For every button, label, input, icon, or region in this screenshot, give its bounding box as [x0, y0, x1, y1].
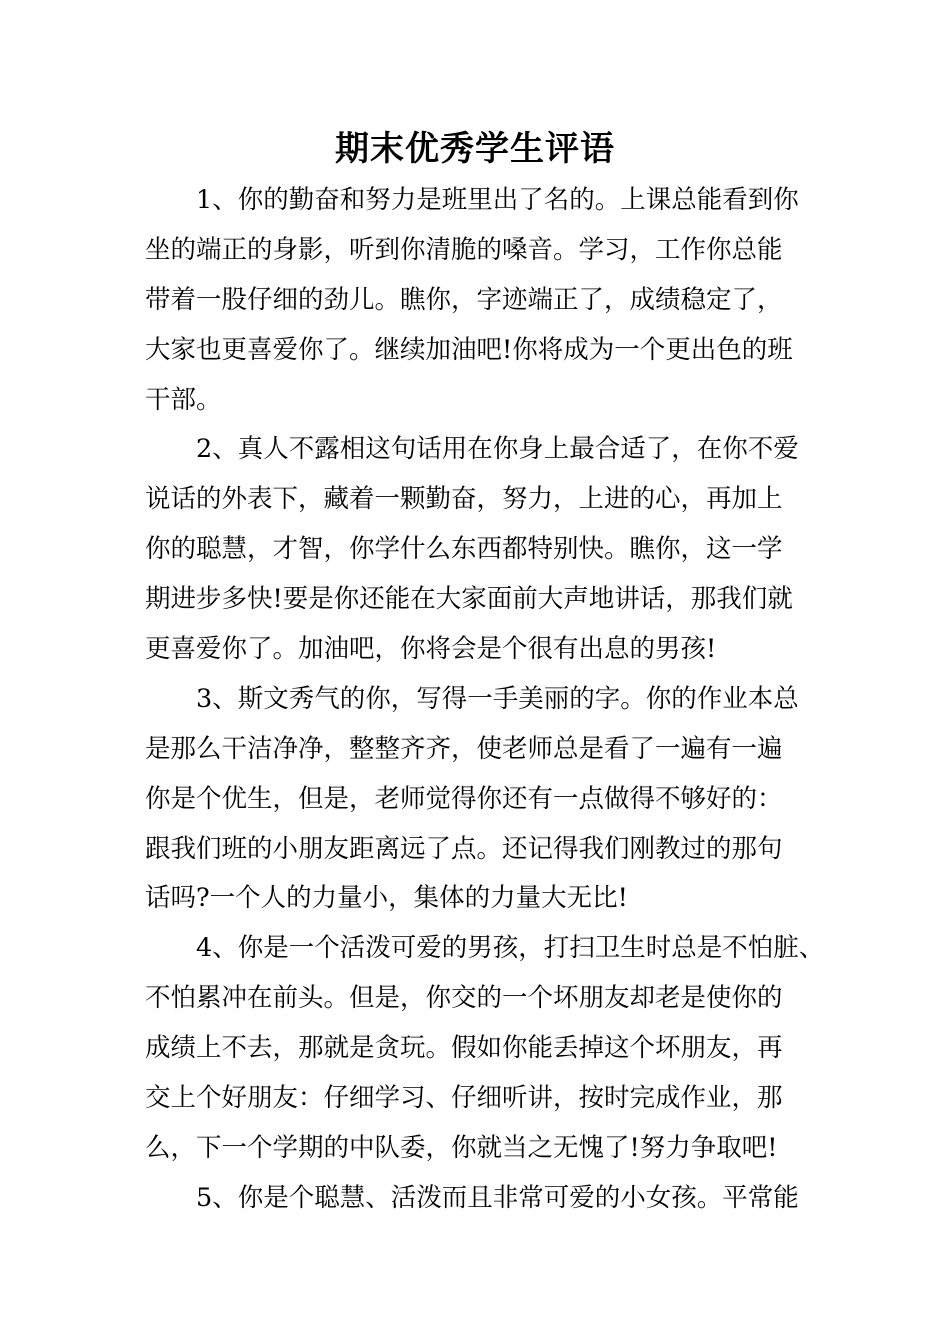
paragraph-line: 跟我们班的小朋友距离远了点。还记得我们刚教过的那句: [145, 833, 783, 864]
comment-paragraph-1: [145, 176, 809, 425]
paragraph-line: 是那么干洁净净，整整齐齐，使老师总是看了一遍有一遍: [145, 733, 783, 764]
paragraph-line: 交上个好朋友：仔细学习、仔细听讲，按时完成作业，那: [145, 1083, 783, 1114]
paragraph-line: 你的聪慧，才智，你学什么东西都特别快。瞧你，这一学: [145, 534, 783, 565]
paragraph-line: 1、你的勤奋和努力是班里出了名的。上课总能看到你: [196, 185, 799, 215]
paragraph-line: 期进步多快!要是你还能在大家面前大声地讲话，那我们就: [145, 584, 793, 615]
paragraph-line: 带着一股仔细的劲儿。瞧你，字迹端正了，成绩稳定了，: [145, 284, 783, 315]
paragraph-line: 更喜爱你了。加油吧，你将会是个很有出息的男孩!: [145, 634, 717, 665]
comment-paragraph-3: [145, 675, 809, 924]
paragraph-line: 你是个优生，但是，老师觉得你还有一点做得不够好的：: [145, 783, 783, 814]
paragraph-line: 干部。: [145, 384, 222, 415]
paragraph-line: 成绩上不去，那就是贪玩。假如你能丢掉这个坏朋友，再: [145, 1033, 783, 1064]
paragraph-line: 4、你是一个活泼可爱的男孩，打扫卫生时总是不怕脏、: [196, 933, 825, 964]
paragraph-line: 坐的端正的身影，听到你清脆的嗓音。学习，工作你总能: [145, 234, 783, 265]
paragraph-line: 说话的外表下，藏着一颗勤奋，努力，上进的心，再加上: [145, 484, 783, 515]
comment-paragraph-5: [145, 1174, 809, 1224]
paragraph-line: 么，下一个学期的中队委，你就当之无愧了!努力争取吧!: [145, 1132, 778, 1163]
paragraph-line: 大家也更喜爱你了。继续加油吧!你将成为一个更出色的班: [145, 334, 793, 365]
paragraph-line: 3、斯文秀气的你，写得一手美丽的字。你的作业本总: [196, 683, 799, 714]
paragraph-line: 5、你是个聪慧、活泼而且非常可爱的小女孩。平常能: [196, 1182, 799, 1213]
document-body: [145, 176, 825, 1224]
document-title: 期末优秀学生评语: [335, 129, 615, 169]
comment-paragraph-2: [145, 425, 809, 674]
paragraph-line: 2、真人不露相这句话用在你身上最合适了，在你不爱: [196, 434, 799, 465]
paragraph-line: 不怕累冲在前头。但是，你交的一个坏朋友却老是使你的: [145, 983, 783, 1014]
paragraph-line: 话吗?一个人的力量小，集体的力量大无比!: [145, 883, 628, 914]
comment-paragraph-4: [145, 924, 825, 1173]
